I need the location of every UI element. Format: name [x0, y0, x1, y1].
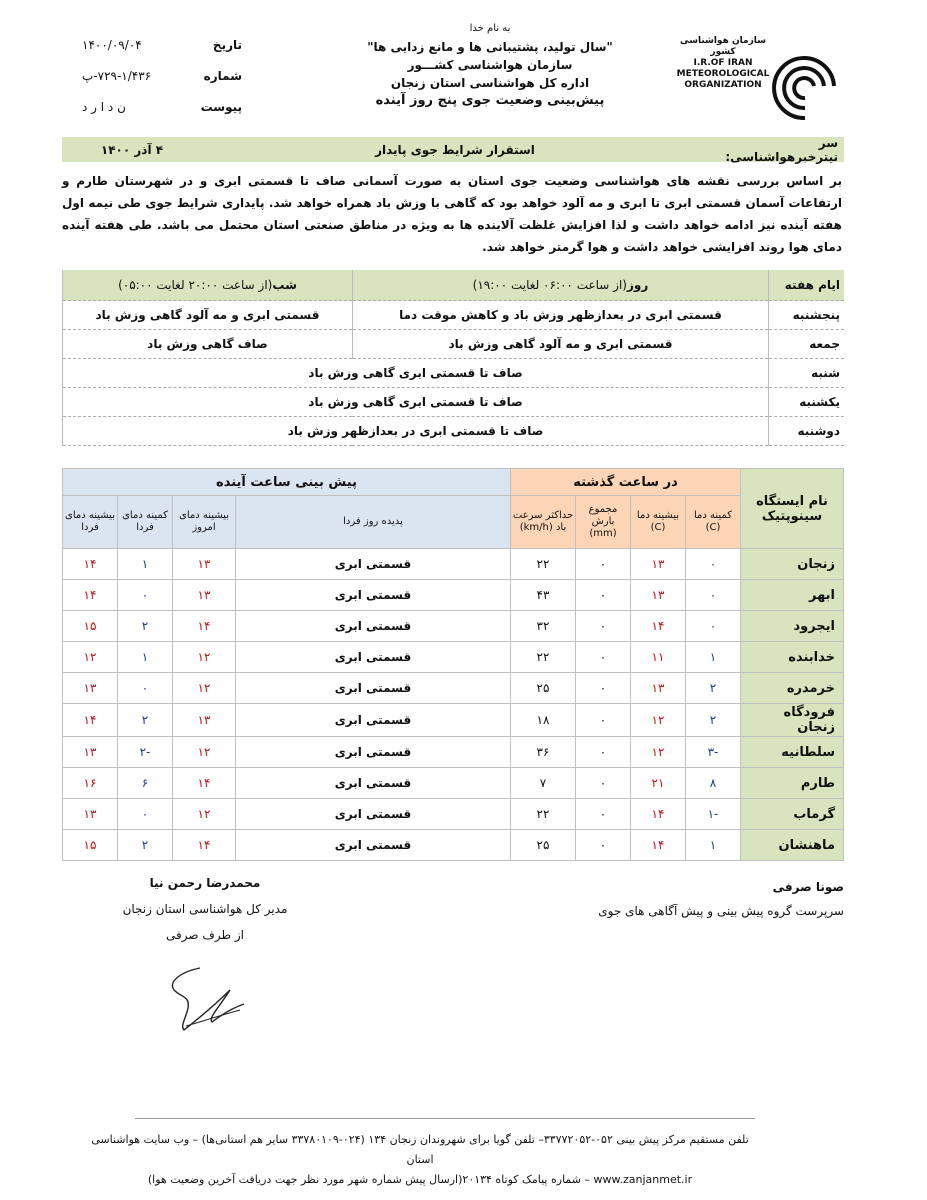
tomorrow-max-temp: ۱۳	[63, 673, 118, 704]
tomorrow-min-temp: ۲	[118, 611, 173, 642]
day-forecast: صاف تا قسمتی ابری گاهی وزش باد	[63, 359, 769, 388]
tomorrow-max-temp: ۱۴	[63, 704, 118, 737]
past-max-wind: ۲۲	[511, 642, 576, 673]
past-min-temp: ۰	[686, 549, 741, 580]
past-min-temp: ۱	[686, 830, 741, 861]
office-name: اداره کل هواشناسی استان زنجان	[390, 76, 590, 90]
footer-contact-line: تلفن مستقیم مرکز پیش بینی ۰۵۲-۳۳۷۷۲۰۵۲– تلفن گویا برای شهروندان زنجان ۱۳۴ (۰۲۴-۳۳۷۸۰۱۰۹ سایر هم استانی‌ها) – وب سایت هواشناسی استان	[91, 1133, 749, 1166]
signer-role: سرپرست گروه پیش بینی و پیش آگاهی های جوی	[598, 904, 844, 918]
past-min-temp: -۳	[686, 737, 741, 768]
col-precip: مجموع بارش (mm)	[576, 496, 631, 549]
number-value: ۷۲۹-۱/۴۳۶-پ	[82, 69, 152, 83]
past-min-temp: ۲	[686, 673, 741, 704]
past-precip: ۰	[576, 580, 631, 611]
past-max-wind: ۲۵	[511, 830, 576, 861]
logo-text-fa: سازمان هواشناسی کشور	[679, 36, 766, 57]
day-forecast: صاف تا قسمتی ابری در بعدازظهر وزش باد	[63, 417, 769, 446]
today-max-temp: ۱۳	[173, 549, 236, 580]
table-header-row	[63, 469, 844, 496]
table-row	[63, 330, 845, 359]
station-name: ماهنشان	[741, 830, 844, 861]
tomorrow-phenomenon: قسمتی ابری	[236, 737, 511, 768]
logo-text-en3: ORGANIZATION	[684, 80, 762, 90]
past-max-wind: ۳۲	[511, 611, 576, 642]
header-station: نام ایستگاه سینوپتیک	[741, 469, 844, 549]
meteorological-organization-logo	[676, 36, 840, 126]
station-name: خدابنده	[741, 642, 844, 673]
station-name: خرمدره	[741, 673, 844, 704]
today-max-temp: ۱۳	[173, 704, 236, 737]
logo-text-en1: I.R.OF IRAN	[693, 58, 753, 68]
night-forecast: قسمتی ابری و مه آلود گاهی وزش باد	[63, 301, 353, 330]
tomorrow-phenomenon: قسمتی ابری	[236, 673, 511, 704]
station-name: فرودگاه زنجان	[741, 704, 844, 737]
tomorrow-max-temp: ۱۵	[63, 830, 118, 861]
today-max-temp: ۱۳	[173, 580, 236, 611]
col-min-tomorrow: کمینه دمای فردا	[118, 496, 173, 549]
signature-right	[560, 875, 844, 923]
tomorrow-max-temp: ۱۳	[63, 737, 118, 768]
past-max-wind: ۲۲	[511, 799, 576, 830]
date-label: تاریخ	[212, 38, 242, 52]
today-max-temp: ۱۴	[173, 611, 236, 642]
col-max-tomorrow: بیشینه دمای فردا	[63, 496, 118, 549]
table-row	[63, 673, 844, 704]
tomorrow-min-temp: ۰	[118, 673, 173, 704]
day-name: جمعه	[769, 330, 845, 359]
table-header-row	[63, 270, 845, 301]
today-max-temp: ۱۲	[173, 737, 236, 768]
table-row	[63, 704, 844, 737]
past-precip: ۰	[576, 799, 631, 830]
past-max-temp: ۱۴	[631, 830, 686, 861]
organization-name: سازمان هواشناسی کشـــور	[407, 58, 573, 72]
table-row	[63, 830, 844, 861]
footer	[80, 1130, 760, 1190]
past-max-wind: ۱۸	[511, 704, 576, 737]
tomorrow-max-temp: ۱۲	[63, 642, 118, 673]
station-name: ایجرود	[741, 611, 844, 642]
past-precip: ۰	[576, 830, 631, 861]
tomorrow-phenomenon: قسمتی ابری	[236, 830, 511, 861]
day-name: شنبه	[769, 359, 845, 388]
night-forecast: صاف گاهی وزش باد	[63, 330, 353, 359]
attachment-label: پیوست	[200, 100, 242, 114]
tomorrow-max-temp: ۱۴	[63, 580, 118, 611]
on-behalf-note: از طرف صرفی	[166, 928, 244, 942]
table-row	[63, 301, 845, 330]
headline-text: استقرار شرایط جوی پایدار	[375, 142, 535, 157]
day-forecast: صاف تا قسمتی ابری گاهی وزش باد	[63, 388, 769, 417]
signer-name: محمدرضا رحمن نیا	[149, 876, 261, 890]
header-days: ایام هفته	[769, 270, 845, 301]
past-max-temp: ۱۳	[631, 549, 686, 580]
table-row	[63, 611, 844, 642]
tomorrow-min-temp: ۱	[118, 642, 173, 673]
headline-label: سر تیترخبرهواشناسی:	[725, 135, 838, 164]
station-name: طارم	[741, 768, 844, 799]
tomorrow-min-temp: ۶	[118, 768, 173, 799]
past-min-temp: ۰	[686, 580, 741, 611]
headline-date: ۴ آذر ۱۴۰۰	[100, 142, 164, 157]
spiral-logo-icon	[772, 42, 838, 122]
day-name: دوشنبه	[769, 417, 845, 446]
table-row	[63, 359, 845, 388]
logo-text-en2: METEOROLOGICAL	[676, 69, 770, 79]
letter-meta	[82, 38, 242, 131]
station-name: گرماب	[741, 799, 844, 830]
past-max-wind: ۲۲	[511, 549, 576, 580]
document-title: پیش‌بینی وضعیت جوی پنج روز آینده	[375, 93, 605, 108]
past-max-temp: ۱۱	[631, 642, 686, 673]
slogan: "سال تولید، پشتیبانی ها و مانع زدایی ها"	[367, 40, 613, 54]
table-row	[63, 799, 844, 830]
col-phenomenon: پدیده روز فردا	[236, 496, 511, 549]
past-precip: ۰	[576, 768, 631, 799]
date-value: ۱۴۰۰/۰۹/۰۴	[82, 38, 142, 52]
past-precip: ۰	[576, 549, 631, 580]
tomorrow-max-temp: ۱۳	[63, 799, 118, 830]
table-row	[63, 737, 844, 768]
past-max-temp: ۱۳	[631, 673, 686, 704]
past-precip: ۰	[576, 611, 631, 642]
table-row	[63, 417, 845, 446]
past-precip: ۰	[576, 642, 631, 673]
table-row	[63, 388, 845, 417]
past-min-temp: ۲	[686, 704, 741, 737]
past-min-temp: ۰	[686, 611, 741, 642]
past-max-temp: ۲۱	[631, 768, 686, 799]
daytime-forecast: قسمتی ابری در بعدازظهر وزش باد و کاهش موقت دما	[352, 301, 768, 330]
past-max-wind: ۴۳	[511, 580, 576, 611]
header-past-hours: در ساعت گذشته	[511, 469, 741, 496]
tomorrow-phenomenon: قسمتی ابری	[236, 580, 511, 611]
past-max-temp: ۱۲	[631, 704, 686, 737]
day-name: یکشنبه	[769, 388, 845, 417]
tomorrow-phenomenon: قسمتی ابری	[236, 768, 511, 799]
signer-role: مدیر کل هواشناسی استان زنجان	[122, 902, 288, 916]
today-max-temp: ۱۲	[173, 642, 236, 673]
col-min-temp: کمینه دما (C)	[686, 496, 741, 549]
bismillah: به نام خدا	[469, 23, 511, 34]
tomorrow-phenomenon: قسمتی ابری	[236, 642, 511, 673]
header-next-hours: پیش بینی ساعت آینده	[63, 469, 511, 496]
forecast-paragraph: بر اساس بررسی نقشه های هواشناسی وضعیت جوی استان به صورت آسمانی صاف تا قسمتی ابری و در شهرستان طارم و ارتفاعات آسمان قسمتی ابری تا ابری و مه آلود خواهد بود که گاهی با وزش باد همراه خواهد شد. پایداری شرایط جوی طی نیمه اول هفته آینده نیز ادامه خواهد داشت و لذا افزایش غلظت آلاینده ها به ویژه در مناطق صنعتی استان محتمل می باشد. طی هفته آینده دمای هوا روند افزایشی خواهد داشت و هوا گرمتر خواهد شد.	[62, 174, 842, 254]
tomorrow-min-temp: ۱	[118, 549, 173, 580]
footer-website-line: www.zanjanmet.ir – شماره پیامک کوتاه ۲۰۱۳۴(ارسال پیش شماره شهر مورد نظر جهت دریافت آخرین وضعیت هوا)	[147, 1173, 693, 1186]
today-max-temp: ۱۴	[173, 768, 236, 799]
past-precip: ۰	[576, 737, 631, 768]
daytime-forecast: قسمتی ابری و مه آلود گاهی وزش باد	[352, 330, 768, 359]
header-night: شب(از ساعت ۲۰:۰۰ لغایت ۰۵:۰۰)	[63, 270, 353, 301]
tomorrow-phenomenon: قسمتی ابری	[236, 704, 511, 737]
station-name: ابهر	[741, 580, 844, 611]
table-row	[63, 768, 844, 799]
five-day-forecast-table	[62, 270, 844, 446]
signature-left	[100, 870, 310, 948]
tomorrow-max-temp: ۱۴	[63, 549, 118, 580]
past-precip: ۰	[576, 673, 631, 704]
day-name: پنجشنبه	[769, 301, 845, 330]
table-row	[63, 549, 844, 580]
attachment-value: ن د ا ر د	[82, 100, 126, 114]
past-max-temp: ۱۲	[631, 737, 686, 768]
past-max-temp: ۱۴	[631, 611, 686, 642]
col-max-today: بیشینه دمای امروز	[173, 496, 236, 549]
past-max-temp: ۱۳	[631, 580, 686, 611]
past-max-wind: ۷	[511, 768, 576, 799]
station-name: زنجان	[741, 549, 844, 580]
station-forecast-table	[62, 468, 844, 861]
past-max-wind: ۲۵	[511, 673, 576, 704]
tomorrow-max-temp: ۱۵	[63, 611, 118, 642]
tomorrow-min-temp: ۲	[118, 704, 173, 737]
col-wind: حداکثر سرعت باد (km/h)	[511, 496, 576, 549]
tomorrow-phenomenon: قسمتی ابری	[236, 549, 511, 580]
headline-bar	[62, 137, 844, 162]
table-row	[63, 580, 844, 611]
signer-name: صونا صرفی	[772, 880, 844, 894]
tomorrow-min-temp: ۰	[118, 580, 173, 611]
past-max-wind: ۳۶	[511, 737, 576, 768]
footer-divider	[135, 1118, 755, 1119]
letter-header	[300, 20, 680, 110]
today-max-temp: ۱۲	[173, 673, 236, 704]
col-max-temp: بیشینه دما (C)	[631, 496, 686, 549]
past-min-temp: ۱	[686, 642, 741, 673]
today-max-temp: ۱۲	[173, 799, 236, 830]
tomorrow-min-temp: ۰	[118, 799, 173, 830]
station-name: سلطانیه	[741, 737, 844, 768]
header-daytime: روز(از ساعت ۰۶:۰۰ لغایت ۱۹:۰۰)	[352, 270, 768, 301]
past-max-temp: ۱۴	[631, 799, 686, 830]
tomorrow-min-temp: ۲	[118, 830, 173, 861]
today-max-temp: ۱۴	[173, 830, 236, 861]
past-precip: ۰	[576, 704, 631, 737]
tomorrow-phenomenon: قسمتی ابری	[236, 799, 511, 830]
past-min-temp: -۱	[686, 799, 741, 830]
handwritten-signature	[160, 960, 250, 1040]
tomorrow-max-temp: ۱۶	[63, 768, 118, 799]
tomorrow-phenomenon: قسمتی ابری	[236, 611, 511, 642]
past-min-temp: ۸	[686, 768, 741, 799]
table-subheader-row	[63, 496, 844, 549]
number-label: شماره	[203, 69, 242, 83]
table-row	[63, 642, 844, 673]
tomorrow-min-temp: -۲	[118, 737, 173, 768]
